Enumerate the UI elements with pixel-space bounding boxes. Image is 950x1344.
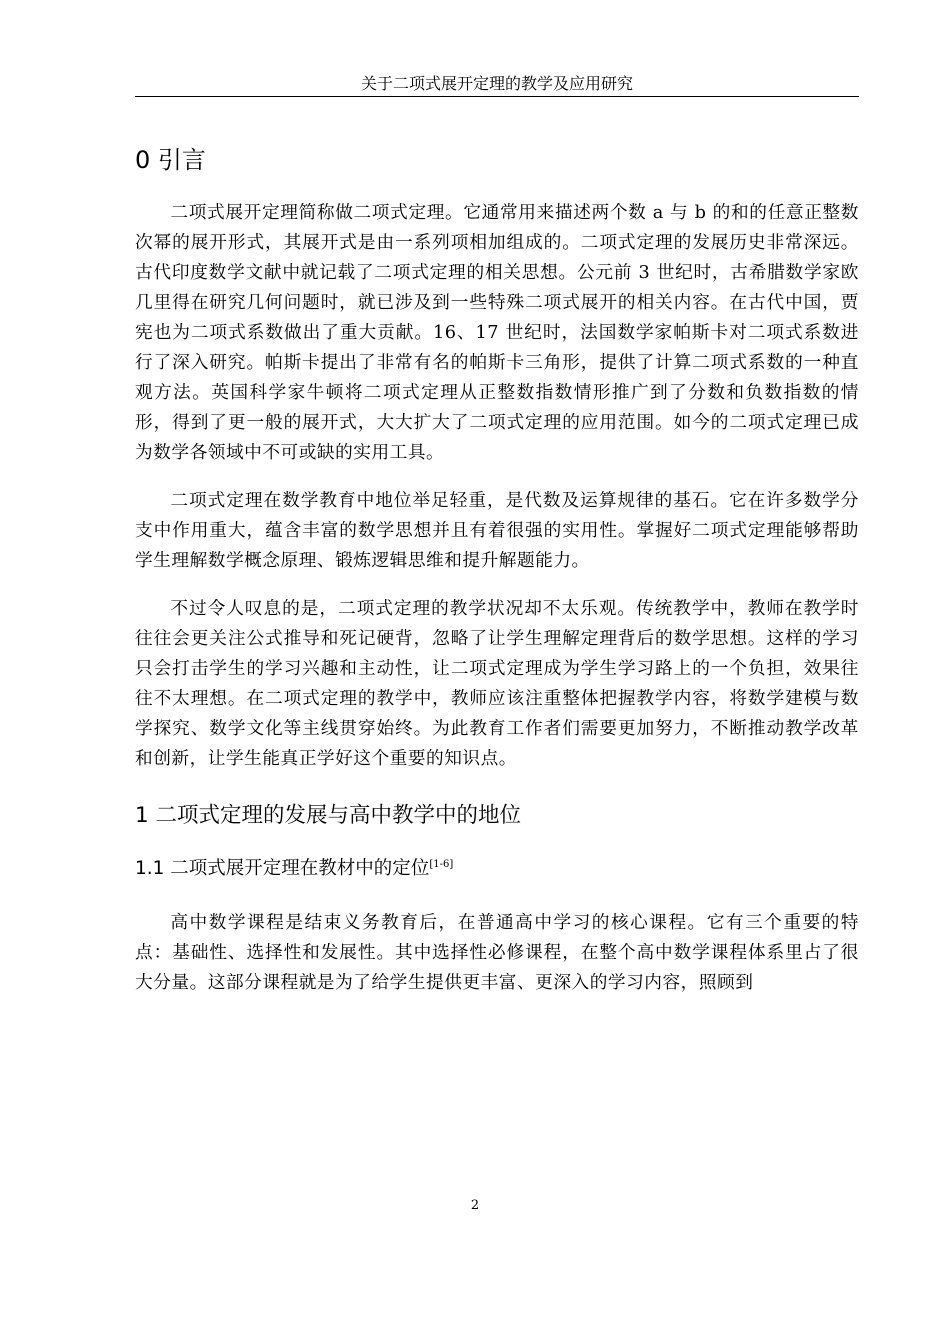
intro-paragraph-3: 不过令人叹息的是，二项式定理的教学状况却不太乐观。传统教学中，教师在教学时往往会更关注公式推导和死记硬背，忽略了让学生理解定理背后的数学思想。这样的学习只会打击学生的学习兴趣和主动性，让二项式定理成为学生学习路上的一个负担，效果往往不太理想。在二项式定理的教学中，教师应该注重整体把握教学内容，将数学建模与数学探究、数学文化等主线贯穿始终。为此教育工作者们需要更加努力，不断推动教学改革和创新，让学生能真正学好这个重要的知识点。 (135, 599, 859, 769)
page-number: 2 (470, 1198, 480, 1213)
intro-paragraph-2: 二项式定理在数学教育中地位举足轻重，是代数及运算规律的基石。它在许多数学分支中作用重大，蕴含丰富的数学思想并且有着很强的实用性。掌握好二项式定理能够帮助学生理解数学概念原理、锻炼逻辑思维和提升解题能力。 (135, 491, 859, 571)
section-1-heading: 1 二项式定理的发展与高中教学中的地位 (135, 803, 522, 828)
intro-paragraph-1: 二项式展开定理简称做二项式定理。它通常用来描述两个数 a 与 b 的和的任意正整数次幂的展开形式，其展开式是由一系列项相加组成的。二项式定理的发展历史非常深远。古代印度数学文献中就记载了二项式定理的相关思想。公元前 3 世纪时，古希腊数学家欧几里得在研究几何问题时，就已涉及到一些特殊二项式展开的相关内容。在古代中国，贾宪也为二项式系数做出了重大贡献。16、17 世纪时，法国数学家帕斯卡对二项式系数进行了深入研究。帕斯卡提出了非常有名的帕斯卡三角形，提供了计算二项式系数的一种直观方法。英国科学家牛顿将二项式定理从正整数指数情形推广到了分数和负数指数的情形，得到了更一般的展开式，大大扩大了二项式定理的应用范围。如今的二项式定理已成为数学各领域中不可或缺的实用工具。 (135, 203, 859, 463)
page-content (135, 140, 859, 998)
intro-heading: 0 引言 (135, 146, 206, 174)
citation-marker[interactable]: [1-6] (429, 859, 454, 870)
section-1-1-title: 1.1 二项式展开定理在教材中的定位 (135, 858, 430, 879)
header-rule (135, 96, 859, 97)
section-1-1-heading (135, 848, 859, 886)
running-header-title: 关于二项式展开定理的教学及应用研究 (360, 74, 633, 93)
section-1-1-paragraph: 高中数学课程是结束义务教育后，在普通高中学习的核心课程。它有三个重要的特点：基础性、选择性和发展性。其中选择性必修课程，在整个高中数学课程体系里占了很大分量。这部分课程就是为了给学生提供更丰富、更深入的学习内容，照顾到 (135, 913, 859, 993)
